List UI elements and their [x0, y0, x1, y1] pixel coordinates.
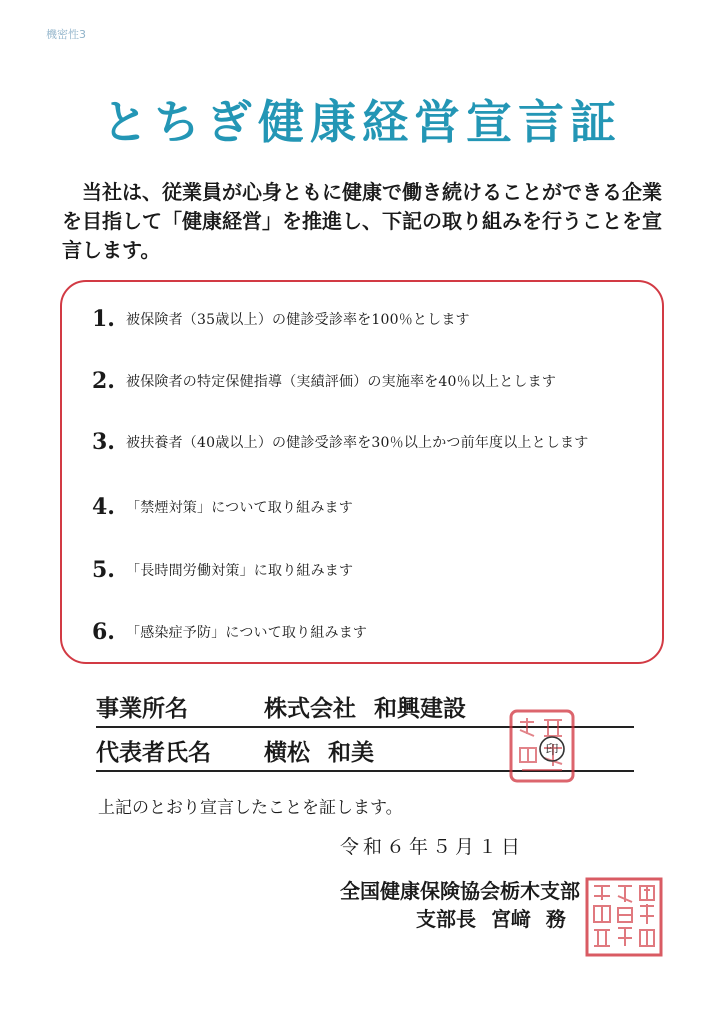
representative-label: 代表者氏名 — [96, 740, 211, 766]
commitment-text: 被扶養者（40歳以上）の健診受診率を30％以上かつ前年度以上とします — [126, 435, 589, 451]
declaration-intro: 当社は、従業員が心身ともに健康で働き続けることができる企業を目指して「健康経営」を推進し、下記の取り組みを行うことを宣言します。 — [62, 180, 662, 262]
issuer-organization: 全国健康保険協会栃木支部 — [340, 879, 580, 903]
office-name-label: 事業所名 — [96, 696, 188, 722]
commitment-item — [92, 427, 588, 457]
commitment-item — [92, 617, 367, 647]
confidentiality-mark: 機密性3 — [46, 28, 86, 41]
commitment-text: 「長時間労働対策」に取り組みます — [126, 563, 354, 579]
office-name-value: 株式会社 和興建設 — [264, 696, 467, 722]
commitment-item — [92, 366, 556, 396]
commitment-number: 1. — [92, 306, 115, 332]
certification-statement: 上記のとおり宣言したことを証します。 — [98, 798, 403, 818]
commitment-number: 3. — [92, 429, 115, 455]
issue-date: 令和６年５月１日 — [340, 836, 525, 858]
commitment-text: 被保険者の特定保健指導（実績評価）の実施率を40％以上とします — [126, 374, 557, 390]
commitment-number: 6. — [92, 619, 115, 645]
commitment-number: 5. — [92, 557, 115, 583]
issuer-seal-icon — [584, 876, 664, 958]
commitment-item — [92, 304, 470, 334]
commitment-item — [92, 492, 353, 522]
commitment-number: 2. — [92, 368, 115, 394]
representative-value: 横松 和美 — [264, 740, 375, 766]
svg-text:印: 印 — [545, 743, 559, 758]
representative-seal-icon — [538, 735, 566, 763]
commitment-text: 「禁煙対策」について取り組みます — [126, 500, 353, 516]
commitment-text: 被保険者（35歳以上）の健診受診率を100％とします — [126, 312, 470, 328]
commitment-text: 「感染症予防」について取り組みます — [126, 625, 368, 641]
commitments-box — [60, 280, 664, 664]
issuer-name: 支部長 宮﨑 務 — [416, 907, 566, 931]
commitment-item — [92, 555, 353, 585]
certificate-title: とちぎ健康経営宣言証 — [102, 95, 622, 149]
commitment-number: 4. — [92, 494, 115, 520]
